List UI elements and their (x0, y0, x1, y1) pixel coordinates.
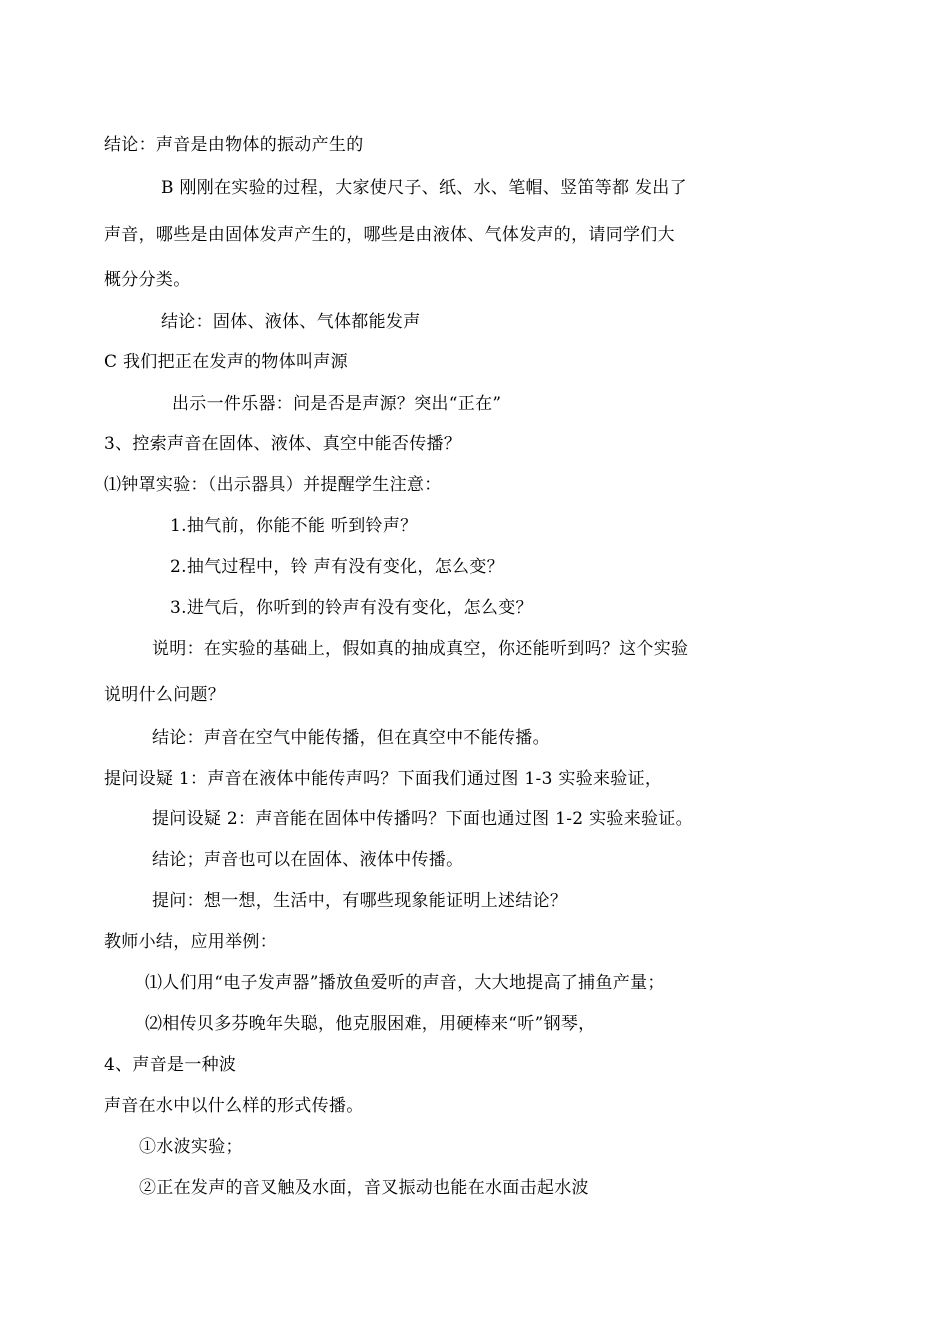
question-2: 2.抽气过程中，铃 声有没有变化，怎么变？ (170, 557, 504, 577)
paragraph-b-line-1: B 刚刚在实验的过程，大家使尺子、纸、水、笔帽、竖笛等都 发出了 (161, 178, 687, 198)
paragraph-c: C 我们把正在发声的物体叫声源 (104, 352, 348, 372)
example-2: ⑵相传贝多芬晚年失聪，他克服困难，用硬棒来“听”钢琴， (145, 1014, 596, 1034)
hypothesis-2: 提问设疑 2：声音能在固体中传播吗？下面也通过图 1-2 实验来验证。 (152, 809, 693, 829)
question-3: 3.进气后，你听到的铃声有没有变化，怎么变？ (170, 598, 533, 618)
paragraph-b-line-2: 声音，哪些是由固体发声产生的，哪些是由液体、气体发声的，请同学们大 (104, 225, 675, 245)
instrument-demo: 出示一件乐器：问是否是声源？突出“正在” (172, 394, 502, 414)
teacher-summary: 教师小结，应用举例： (104, 932, 277, 952)
paragraph-b-line-3: 概分分类。 (104, 270, 191, 290)
section-3-heading: 3、控索声音在固体、液体、真空中能否传播？ (104, 434, 462, 454)
section-4-heading: 4、声音是一种波 (104, 1055, 237, 1075)
conclusion-solid-liquid: 结论；声音也可以在固体、液体中传播。 (152, 850, 464, 870)
conclusion-states: 结论：固体、液体、气体都能发声 (161, 312, 421, 332)
explanation-line-1: 说明：在实验的基础上，假如真的抽成真空，你还能听到吗？这个实验 (152, 639, 689, 659)
tuning-fork-experiment: ②正在发声的音叉触及水面，音叉振动也能在水面击起水波 (139, 1178, 589, 1198)
question-life: 提问：想一想，生活中，有哪些现象能证明上述结论？ (152, 891, 568, 911)
water-wave-experiment: ①水波实验； (139, 1137, 243, 1157)
hypothesis-1: 提问设疑 1：声音在液体中能传声吗？下面我们通过图 1-3 实验来验证， (104, 769, 663, 789)
bell-jar-experiment: ⑴钟罩实验：（出示器具）并提醒学生注意： (104, 475, 442, 495)
explanation-line-2: 说明什么问题？ (104, 685, 226, 705)
question-1: 1.抽气前，你能不能 听到铃声？ (170, 516, 418, 536)
conclusion-vibration: 结论：声音是由物体的振动产生的 (104, 135, 364, 155)
conclusion-vacuum: 结论：声音在空气中能传播，但在真空中不能传播。 (152, 728, 550, 748)
water-propagation: 声音在水中以什么样的形式传播。 (104, 1096, 364, 1116)
example-1: ⑴人们用“电子发声器”播放鱼爱听的声音，大大地提高了捕鱼产量； (145, 973, 665, 993)
